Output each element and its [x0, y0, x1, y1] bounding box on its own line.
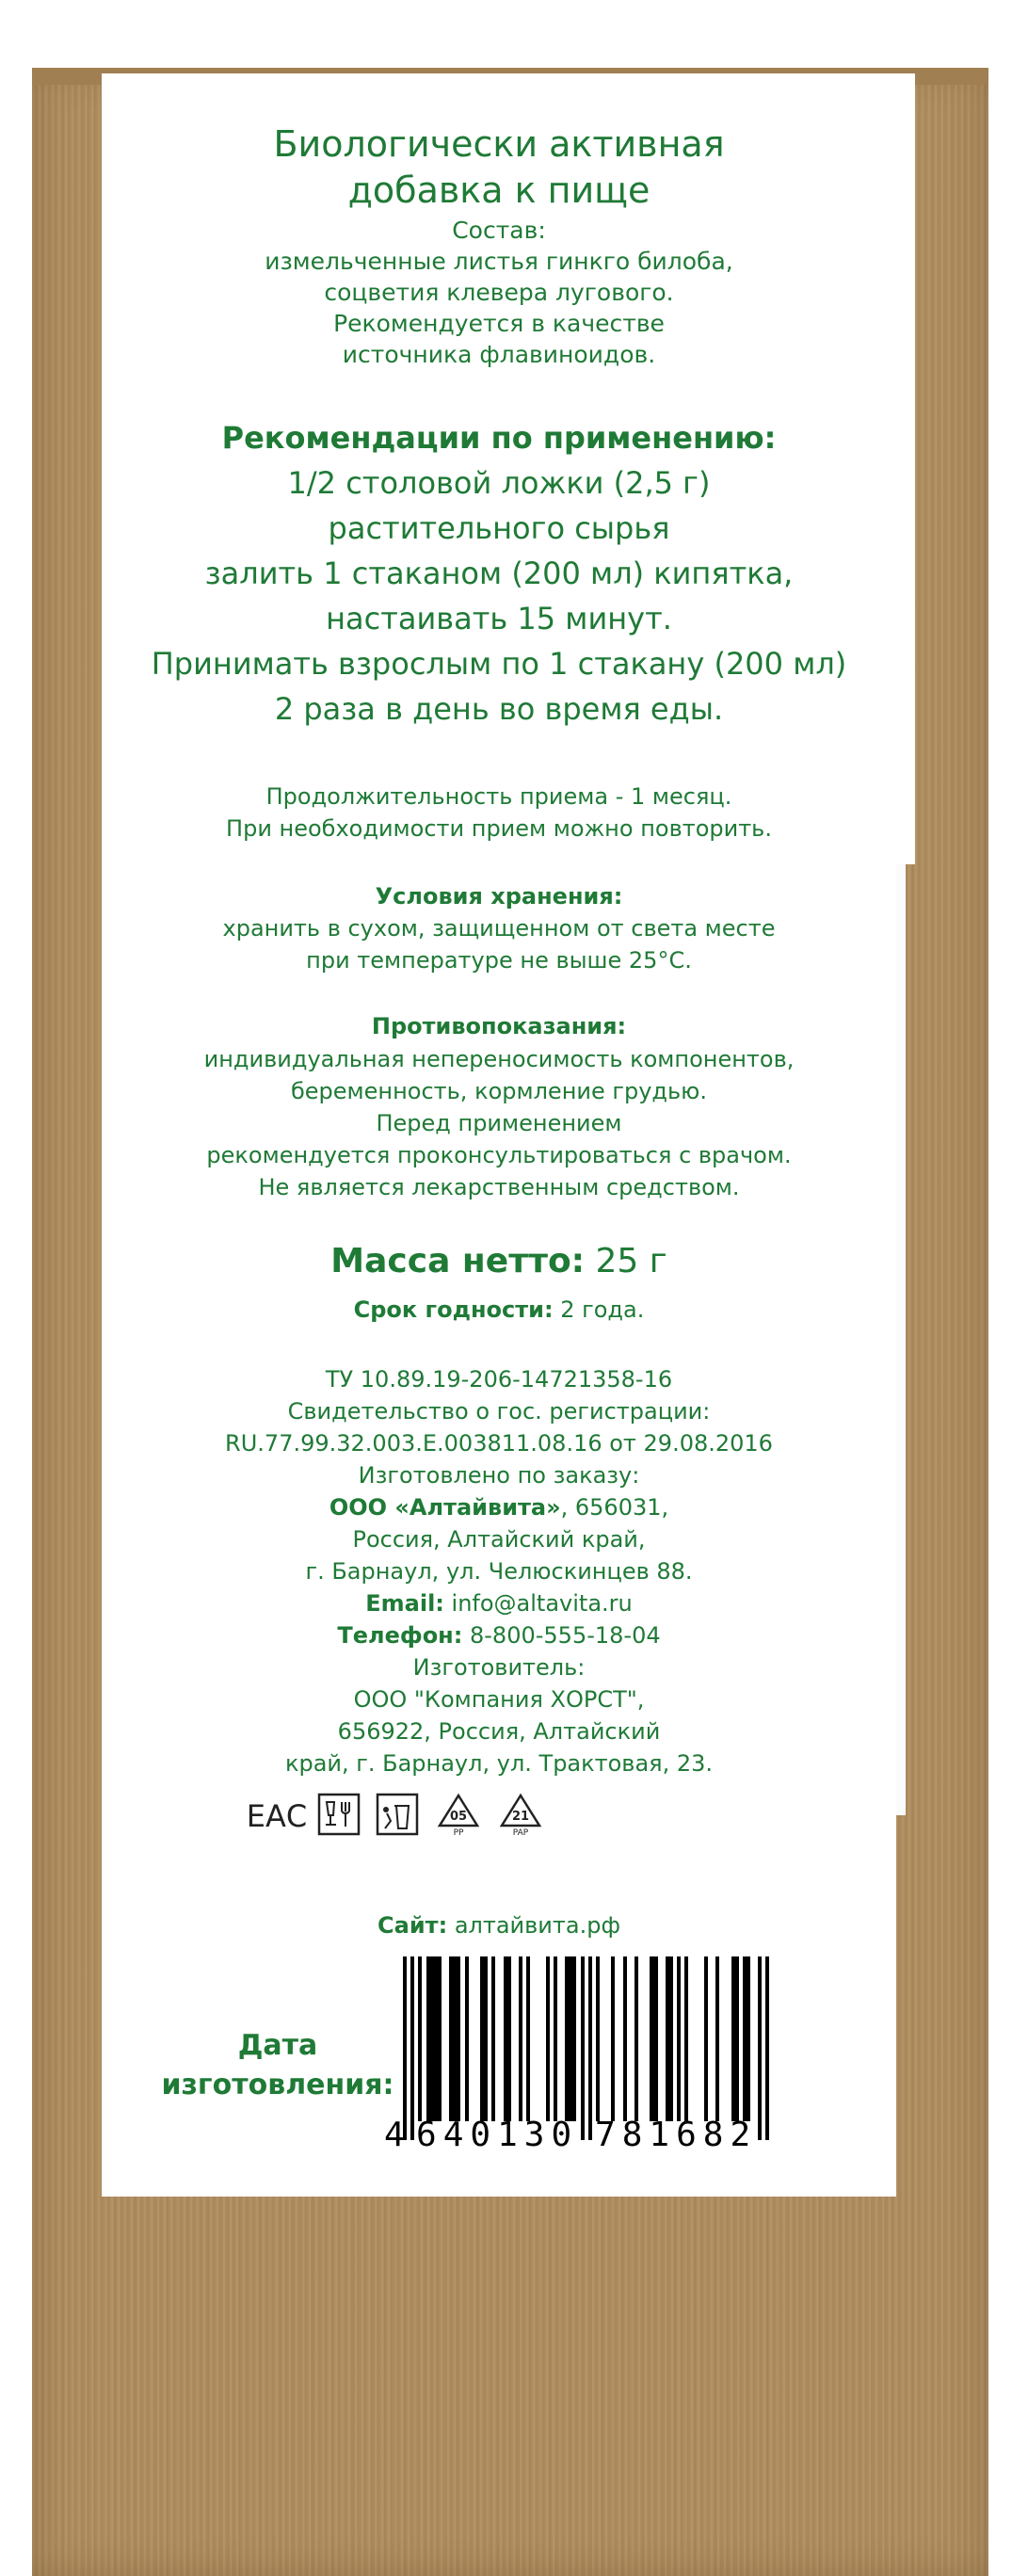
barcode-bar	[596, 1956, 600, 2121]
eac-mark-icon	[246, 1795, 308, 1834]
barcode-digit: 1	[649, 2116, 670, 2154]
title-line-2: добавка к пище	[347, 169, 651, 211]
barcode-bar	[731, 1956, 739, 2121]
barcode-digit: 2	[730, 2116, 751, 2154]
shelf-life	[102, 1295, 896, 1326]
usage-line-3: залить 1 стаканом (200 мл) кипятка,	[204, 555, 794, 591]
contra-heading: Противопоказания:	[371, 1013, 627, 1039]
label-side-strip	[896, 73, 915, 864]
usage-line-2: растительного сырья	[328, 510, 670, 546]
usage-line-6: 2 раза в день во время еды.	[274, 691, 724, 727]
barcode-bar	[426, 1956, 442, 2121]
site	[102, 1910, 896, 1941]
barcode-digit: 4	[442, 2116, 464, 2154]
net-mass-value: 25 г	[595, 1242, 667, 1280]
phone-label: Телефон:	[337, 1622, 463, 1649]
barcode-bar	[526, 1956, 530, 2121]
usage-line-1: 1/2 столовой ложки (2,5 г)	[287, 465, 711, 501]
company-name: ООО «Алтайвита»	[329, 1494, 561, 1521]
barcode-bar	[554, 1956, 557, 2121]
barcode-bar	[677, 1956, 681, 2121]
barcode-bar	[715, 1956, 719, 2121]
composition-line-2: соцветия клевера лугового.	[324, 279, 674, 306]
composition-line-1: измельченные листья гинкго билоба,	[265, 248, 733, 275]
barcode-digit: 0	[551, 2116, 572, 2154]
barcode-bar	[758, 1956, 762, 2140]
ordered-by: Изготовлено по заказу:	[358, 1462, 640, 1489]
phone-value: 8-800-555-18-04	[470, 1622, 661, 1649]
phone	[102, 1620, 896, 1651]
barcode-digit: 0	[470, 2116, 491, 2154]
recycle-pp-code: PP	[453, 1828, 463, 1838]
contra-line-3: Перед применением	[376, 1110, 622, 1136]
storage-heading: Условия хранения:	[375, 883, 623, 910]
site-label: Сайт:	[377, 1912, 448, 1939]
cert-value: RU.77.99.32.003.Е.003811.08.16 от 29.08.2016	[225, 1430, 773, 1457]
maker-line-3: край, г. Барнаул, ул. Трактовая, 23.	[284, 1750, 714, 1777]
manufacture-date-label	[160, 2026, 395, 2105]
barcode-bar	[491, 1956, 495, 2121]
barcode-bar	[743, 1956, 750, 2121]
barcode-bar	[565, 1956, 576, 2121]
eac-mark-text: ЕАС	[246, 1798, 308, 1834]
maker-label: Изготовитель:	[412, 1654, 586, 1681]
usage-heading: Рекомендации по применению:	[221, 420, 777, 456]
barcode-bars	[403, 1956, 798, 2121]
contra-line-2: беременность, кормление грудью.	[290, 1078, 707, 1104]
shelf-life-value: 2 года.	[560, 1296, 645, 1323]
barcode-bar	[504, 1956, 511, 2121]
duration-line-1: Продолжительность приема - 1 месяц.	[265, 783, 732, 810]
usage-line-5: Принимать взрослым по 1 стакану (200 мл)	[151, 646, 847, 682]
composition-line-3: Рекомендуется в качестве	[333, 310, 665, 337]
net-mass	[102, 1240, 896, 1283]
maker-line-2: 656922, Россия, Алтайский	[337, 1718, 661, 1745]
email-label: Email:	[365, 1590, 444, 1617]
barcode-bar	[650, 1956, 657, 2121]
composition-heading: Состав:	[452, 217, 546, 244]
recycle-21-pap-icon	[497, 1792, 544, 1837]
usage-line-4: настаивать 15 минут.	[326, 601, 672, 636]
barcode-bar	[765, 1956, 769, 2140]
barcode-digits	[384, 2115, 791, 2156]
food-contact-icon	[317, 1793, 361, 1836]
barcode-bar	[403, 1956, 407, 2140]
email-value: info@altavita.ru	[451, 1590, 633, 1617]
site-value: алтайвита.рф	[454, 1912, 620, 1939]
contra-line-5: Не является лекарственным средством.	[258, 1174, 740, 1200]
ean13-barcode	[384, 1956, 791, 2154]
barcode-bar	[634, 1956, 638, 2121]
company-zip: , 656031,	[560, 1494, 669, 1521]
barcode-bar	[588, 1956, 592, 2140]
barcode-bar	[623, 1956, 627, 2121]
contra-line-1: индивидуальная непереносимость компонентов,	[203, 1046, 795, 1072]
barcode-digit: 3	[523, 2116, 545, 2154]
barcode-bar	[480, 1956, 488, 2121]
barcode-bar	[410, 1956, 414, 2140]
recycle-05-pp-icon	[435, 1792, 482, 1837]
recycle-bin-icon	[376, 1793, 419, 1836]
barcode-digit: 8	[702, 2116, 724, 2154]
date-line-1: Дата	[237, 2029, 318, 2062]
barcode-digit: 4	[384, 2116, 405, 2154]
tu-code: ТУ 10.89.19-206-14721358-16	[325, 1366, 673, 1393]
barcode-bar	[684, 1956, 688, 2121]
barcode-bar	[449, 1956, 460, 2121]
barcode-bar	[666, 1956, 673, 2121]
barcode-digit: 1	[497, 2116, 518, 2154]
barcode-bar	[704, 1956, 708, 2121]
recycle-pap-code: PAP	[512, 1828, 529, 1838]
barcode-bar	[546, 1956, 550, 2121]
company-addr-2: г. Барнаул, ул. Челюскинцев 88.	[305, 1558, 693, 1585]
company-line	[102, 1492, 896, 1523]
label-side-strip-lower	[896, 864, 906, 1815]
barcode-digit: 6	[416, 2116, 437, 2154]
barcode-bar	[581, 1956, 585, 2140]
product-label	[102, 73, 896, 2197]
storage-line-2: при температуре не выше 25°C.	[306, 947, 692, 974]
storage-line-1: хранить в сухом, защищенном от света месте	[222, 915, 776, 942]
marking-icons	[246, 1792, 544, 1838]
maker-line-1: ООО "Компания ХОРСТ",	[353, 1686, 645, 1713]
net-mass-label: Масса нетто:	[330, 1242, 586, 1280]
barcode-digit: 7	[595, 2116, 616, 2154]
barcode-bar	[418, 1956, 422, 2121]
contra-line-4: рекомендуется проконсультироваться с врачом.	[206, 1142, 792, 1168]
shelf-life-label: Срок годности:	[353, 1296, 554, 1323]
barcode-bar	[611, 1956, 615, 2121]
company-addr-1: Россия, Алтайский край,	[352, 1526, 646, 1553]
title-line-1: Биологически активная	[273, 123, 725, 165]
date-line-2: изготовления:	[161, 2069, 394, 2101]
barcode-digit: 8	[621, 2116, 643, 2154]
barcode-bar	[519, 1956, 522, 2121]
cert-label: Свидетельство о гос. регистрации:	[287, 1398, 711, 1425]
recycle-05-number: 05	[449, 1810, 467, 1824]
duration-line-2: При необходимости прием можно повторить.	[226, 815, 772, 842]
barcode-bar	[465, 1956, 469, 2121]
composition-line-4: источника флавиноидов.	[342, 341, 656, 368]
barcode-digit: 6	[676, 2116, 697, 2154]
email	[102, 1588, 896, 1619]
recycle-21-number: 21	[511, 1810, 530, 1824]
